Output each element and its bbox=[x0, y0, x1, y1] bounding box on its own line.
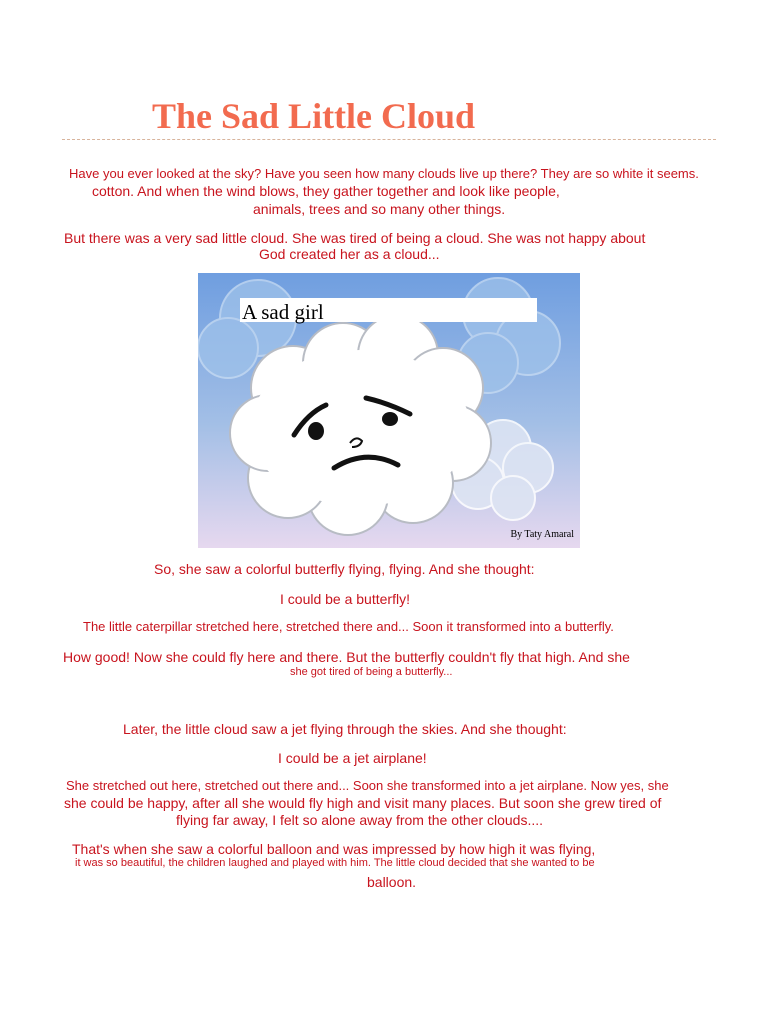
story-line: balloon. bbox=[367, 874, 417, 890]
story-line: Have you ever looked at the sky? Have you seen how many clouds live up there? They are so white it seems. bbox=[69, 166, 699, 181]
story-line: The little caterpillar stretched here, stretched there and... Soon it transformed into a butterfly. bbox=[83, 619, 614, 634]
image-caption: A sad girl bbox=[240, 298, 537, 322]
image-credit: By Taty Amaral bbox=[510, 529, 574, 540]
story-line: it was so beautiful, the children laughed and played with him. The little cloud decided that she wanted to be bbox=[75, 857, 595, 869]
story-line: she got tired of being a butterfly... bbox=[290, 666, 453, 678]
page-title: The Sad Little Cloud bbox=[152, 96, 476, 136]
story-line: Later, the little cloud saw a jet flying through the skies. And she thought: bbox=[123, 721, 567, 737]
story-line: So, she saw a colorful butterfly flying, flying. And she thought: bbox=[154, 561, 535, 577]
story-line: But there was a very sad little cloud. She was tired of being a cloud. She was not happy about bbox=[64, 230, 646, 246]
story-line: How good! Now she could fly here and there. But the butterfly couldn't fly that high. And she bbox=[63, 649, 630, 665]
title-divider bbox=[62, 139, 716, 140]
story-line: I could be a butterfly! bbox=[280, 591, 410, 607]
story-line: flying far away, I felt so alone away from the other clouds.... bbox=[176, 812, 544, 828]
story-line: God created her as a cloud... bbox=[259, 246, 440, 262]
story-line: I could be a jet airplane! bbox=[278, 750, 427, 766]
story-line: cotton. And when the wind blows, they gather together and look like people, bbox=[92, 183, 560, 199]
sad-cloud-illustration bbox=[198, 273, 580, 548]
story-line: she could be happy, after all she would fly high and visit many places. But soon she grew tired of bbox=[64, 795, 662, 811]
story-line: She stretched out here, stretched out there and... Soon she transformed into a jet airplane. Now yes, she bbox=[66, 778, 669, 793]
story-line: animals, trees and so many other things. bbox=[253, 201, 506, 217]
story-line: That's when she saw a colorful balloon and was impressed by how high it was flying, bbox=[72, 841, 596, 857]
